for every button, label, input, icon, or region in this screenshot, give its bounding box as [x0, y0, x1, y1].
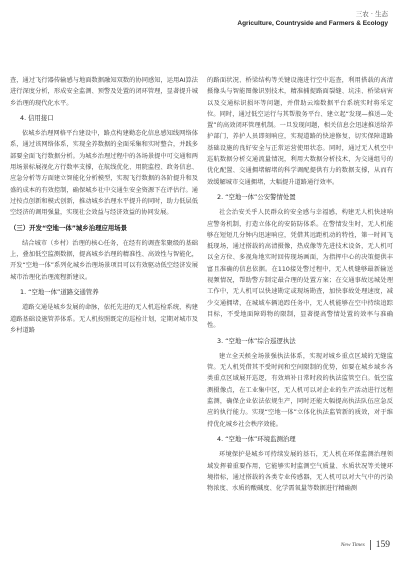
section-heading: （三）开发“空地一体”城乡治理应用场景: [10, 223, 128, 232]
subheading: 1. “空地一体”道路交通管养: [20, 288, 99, 297]
subheading: 4. 信用接口: [20, 113, 54, 122]
page-footer: [341, 540, 390, 550]
subheading: 4. “空地一体”环境监测治理: [217, 434, 296, 443]
page-header: [237, 10, 388, 28]
subheading: 2. “空地一体”公安警情处置: [217, 192, 296, 201]
paragraph: 建立全天候全场景强执法体系，实现对城乡重点区域的无缝监管。无人机凭借其不受时间和空间限制的优势，如要在城乡域乡各类重点区域展开巡逻，有效填补日常时段的执法监管空白。低空监测摄像点，在工业集中区，无人机可以对企业的生产活动进行远程监测，确保企业依法依规生产，同时还能大幅提高执法队伍应急反应的执行能力。实现“空地一体”立体化执法监管新的质效，对于维持优化城乡社会秩序效能。: [207, 352, 393, 428]
page-number: 159: [375, 540, 390, 550]
paragraph: 查，通过飞行器传输感与地面数据融知双数的协同感知，运用AI算法进行深度分析，形成安全监测、预警及处置的闭环管理，显著提升城乡治理的现代化水平。: [10, 77, 198, 107]
paragraph: 社会治安关乎人民群众的安全感与幸福感，构建无人机快速响应警务机制，打造立体化的安防防体系。在警情发生时，无人机能够在短短几分钟内迅速响应，凭借其远距机动的特性，第一时间飞抵现场，通过搭载的高清摄像，热成像等先进技术设备，无人机可以全方位、多视角地实时回传现场画面，为指挥中心的决策提供丰富且准确的信息依据。在110接处警过程中，无人机缝够最新输送视频情况，帮助警方制定最合理的处置方案；在交通事故远城处理工作中，无人机可以快速勘定或现场勘查，加快事故处理速度，减少交通拥堵，在城域车辆追踪任务中，无人机能够在空中持续追踪目标，不受地面障碍物的限制，显著提高警情处置的效率与准确性。: [207, 209, 393, 330]
paragraph: 道路交通是城乡发展的命脉，依托先进的无人机巡检系统，构建道路基础设施管养体系。无人机按照既定的巡检计划，定期对城市及乡村道路: [10, 304, 198, 334]
section-title-en: Agriculture, Countryside and Farmers & Ecology: [237, 20, 388, 27]
subheading: 3. “空地一体”综合巡逻执法: [217, 336, 296, 345]
left-column: [10, 75, 198, 338]
paragraph: 结合城市（乡村）治理的核心任务，在经有的调查浆聚级的基础上，叠加低空监测数据，提高城乡治理的精准性、高效性与智能化，开发“空地一体”系列化城乡治理场景项目可以有效驱动低空经济发展城市治理化治理流程新建议。: [10, 239, 198, 281]
footer-divider: [370, 540, 371, 550]
paragraph: 的路面状况、桥梁结构等关键设施进行空中巡查，利用搭载的高清摄像头与智能图像识别技术，精准捕捉路面裂缝、坑洼、桥梁病害以及交通标识损坏等问题，并借助云端数据平台系统实时将采定位。同时，通过低空运行与其帮股务平台、建立起“发现—推送—处置”的高效闭环管理机制。一旦发现问题，相关信息会迅速推送给养护部门，养护人员即刻响应，实现道路的快速修复，切实保障道路基础设施的良好安全与正常运营使用状态。同时，通过无人机空中巡航数据分析交通流量情况，利用大数据分析技术，为交通组号的优化配置、交通拥堵解堵的科学调配提供有力的数据支撑，从而有效缓解城市交通拥堵，大幅提升道路通行效率。: [207, 77, 393, 186]
paragraph: 环境保护是城乡可持续发展的基石，无人机在环保监测治理领域发挥着重要作用，它能够实时监测空气质量、水质状况等关键环境指标，通过搭载的各类专业传感器，无人机可以对大气中的污染物浓度、水质的酸碱度、化学需氧量等数据进行精确测: [207, 451, 393, 493]
right-column: [207, 75, 393, 496]
paragraph: 依城乡治理网格平台建设中，路点构建勤态化信息感知线网络体系，通过该网络体系，实现全养数据的全面采集和实时整合，并践多部要全面飞行数据分析。为城乡治理过程中的各场景提中可交通和两用场景标展视化方行数率支撑，在航线优化、用院监控、政务信息、应急分析等方面建立智能化分析模型，实现飞行数据的各阶提升和及盛的成本的有效控制，确保城乡社中交通生安全资源下在评估行。通过按点创新和模式创新，推动城乡治理水平提升的同时，助力低层低空经济的调用强量，实现社会效益与经济效益的协同发展。: [10, 130, 198, 217]
publication-name: New Times: [340, 542, 365, 548]
section-title-cn: 三农 · 生态: [355, 10, 388, 18]
